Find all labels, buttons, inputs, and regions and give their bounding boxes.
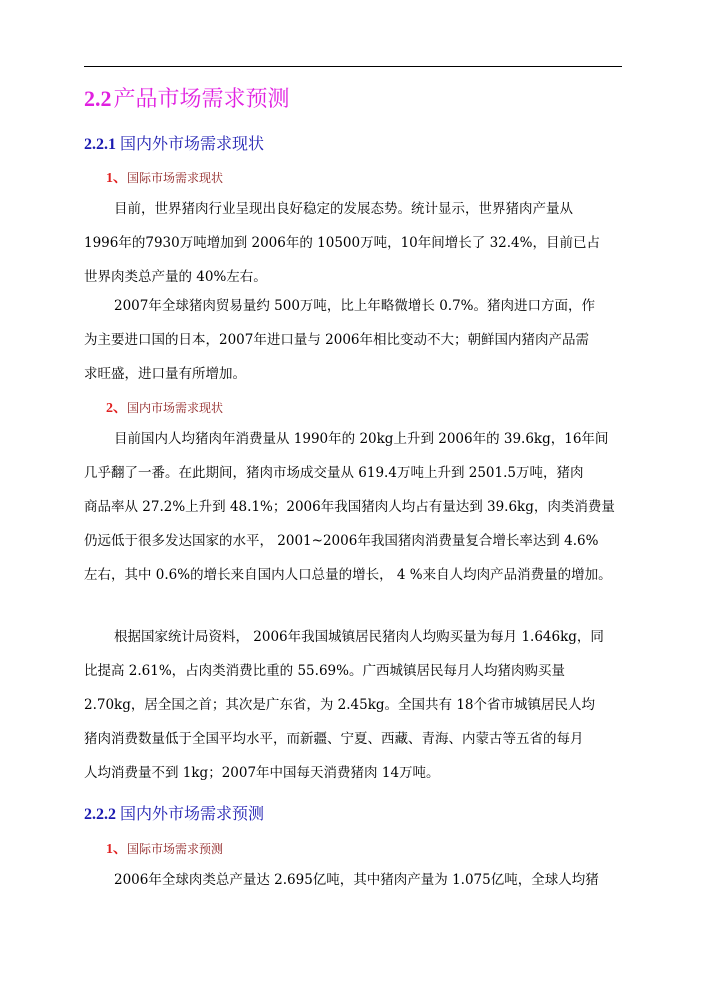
text-line: 1996年的7930万吨增加到 2006年的 10500万吨，10年间增长了 32.4%，目前已占 (84, 235, 600, 251)
item-number: 1、 (106, 171, 127, 186)
text-line: 为主要进口国的日本，2007年进口量与 2006年相比变动不大；朝鲜国内猪肉产品需 (84, 332, 590, 348)
paragraph (84, 863, 624, 897)
text-line: 根据国家统计局资料， 2006年我国城镇居民猪肉人均购买量为每月 1.646kg，同 (114, 629, 604, 645)
subsection-title: 国内外市场需求现状 (120, 134, 265, 153)
section-title: 产品市场需求预测 (113, 87, 290, 112)
paragraph (84, 620, 624, 790)
item-title: 国际市场需求现状 (127, 171, 224, 185)
text-line: 目前国内人均猪肉年消费量从 1990年的 20kg上升到 2006年的 39.6kg，16年间 (114, 431, 609, 447)
paragraph (84, 192, 624, 294)
text-line: 仍远低于很多发达国家的水平， 2001~2006年我国猪肉消费量复合增长率达到 4.6% (84, 533, 599, 549)
text-line: 目前，世界猪肉行业呈现出良好稳定的发展态势。统计显示，世界猪肉产量从 (114, 201, 573, 217)
item-title: 国际市场需求预测 (127, 842, 224, 856)
text-line: 2007年全球猪肉贸易量约 500万吨，比上年略微增长 0.7%。猪肉进口方面，作 (114, 298, 596, 314)
subsection-heading-2 (84, 803, 264, 826)
text-line: 左右，其中 0.6%的增长来自国内人口总量的增长， 4 %来自人均肉产品消费量的增加。 (84, 567, 612, 583)
item-number: 2、 (106, 401, 127, 416)
text-line: 求旺盛，进口量有所增加。 (84, 366, 246, 382)
item-heading-domestic (106, 399, 223, 418)
text-line: 商品率从 27.2%上升到 48.1%；2006年我国猪肉人均占有量达到 39.6kg，肉类消费量 (84, 499, 615, 515)
text-line: 猪肉消费数量低于全国平均水平，而新疆、宁夏、西藏、青海、内蒙古等五省的每月 (84, 731, 584, 747)
subsection-heading-1 (84, 133, 264, 156)
text-line: 人均消费量不到 1kg；2007年中国每天消费猪肉 14万吨。 (84, 765, 440, 781)
paragraph (84, 289, 624, 391)
text-line: 比提高 2.61%，占肉类消费比重的 55.69%。广西城镇居民每月人均猪肉购买量 (84, 663, 565, 679)
item-heading-forecast-international (106, 840, 223, 859)
paragraph (84, 422, 624, 592)
text-line: 2.70kg，居全国之首；其次是广东省，为 2.45kg。全国共有 18个省市城镇居民人均 (84, 697, 596, 713)
text-line: 几乎翻了一番。在此期间，猪肉市场成交量从 619.4万吨上升到 2501.5万吨，猪肉 (84, 465, 584, 481)
item-heading-international (106, 169, 223, 188)
subsection-title: 国内外市场需求预测 (120, 804, 265, 823)
text-line: 世界肉类总产量的 40%左右。 (84, 269, 267, 285)
subsection-number: 2.2.2 (84, 806, 116, 823)
subsection-number: 2.2.1 (84, 136, 116, 153)
section-heading (84, 84, 290, 115)
item-number: 1、 (106, 842, 127, 857)
item-title: 国内市场需求现状 (127, 401, 224, 415)
text-line: 2006年全球肉类总产量达 2.695亿吨，其中猪肉产量为 1.075亿吨，全球人均猪 (114, 872, 599, 888)
header-rule (84, 66, 622, 67)
section-number: 2.2 (84, 86, 112, 111)
